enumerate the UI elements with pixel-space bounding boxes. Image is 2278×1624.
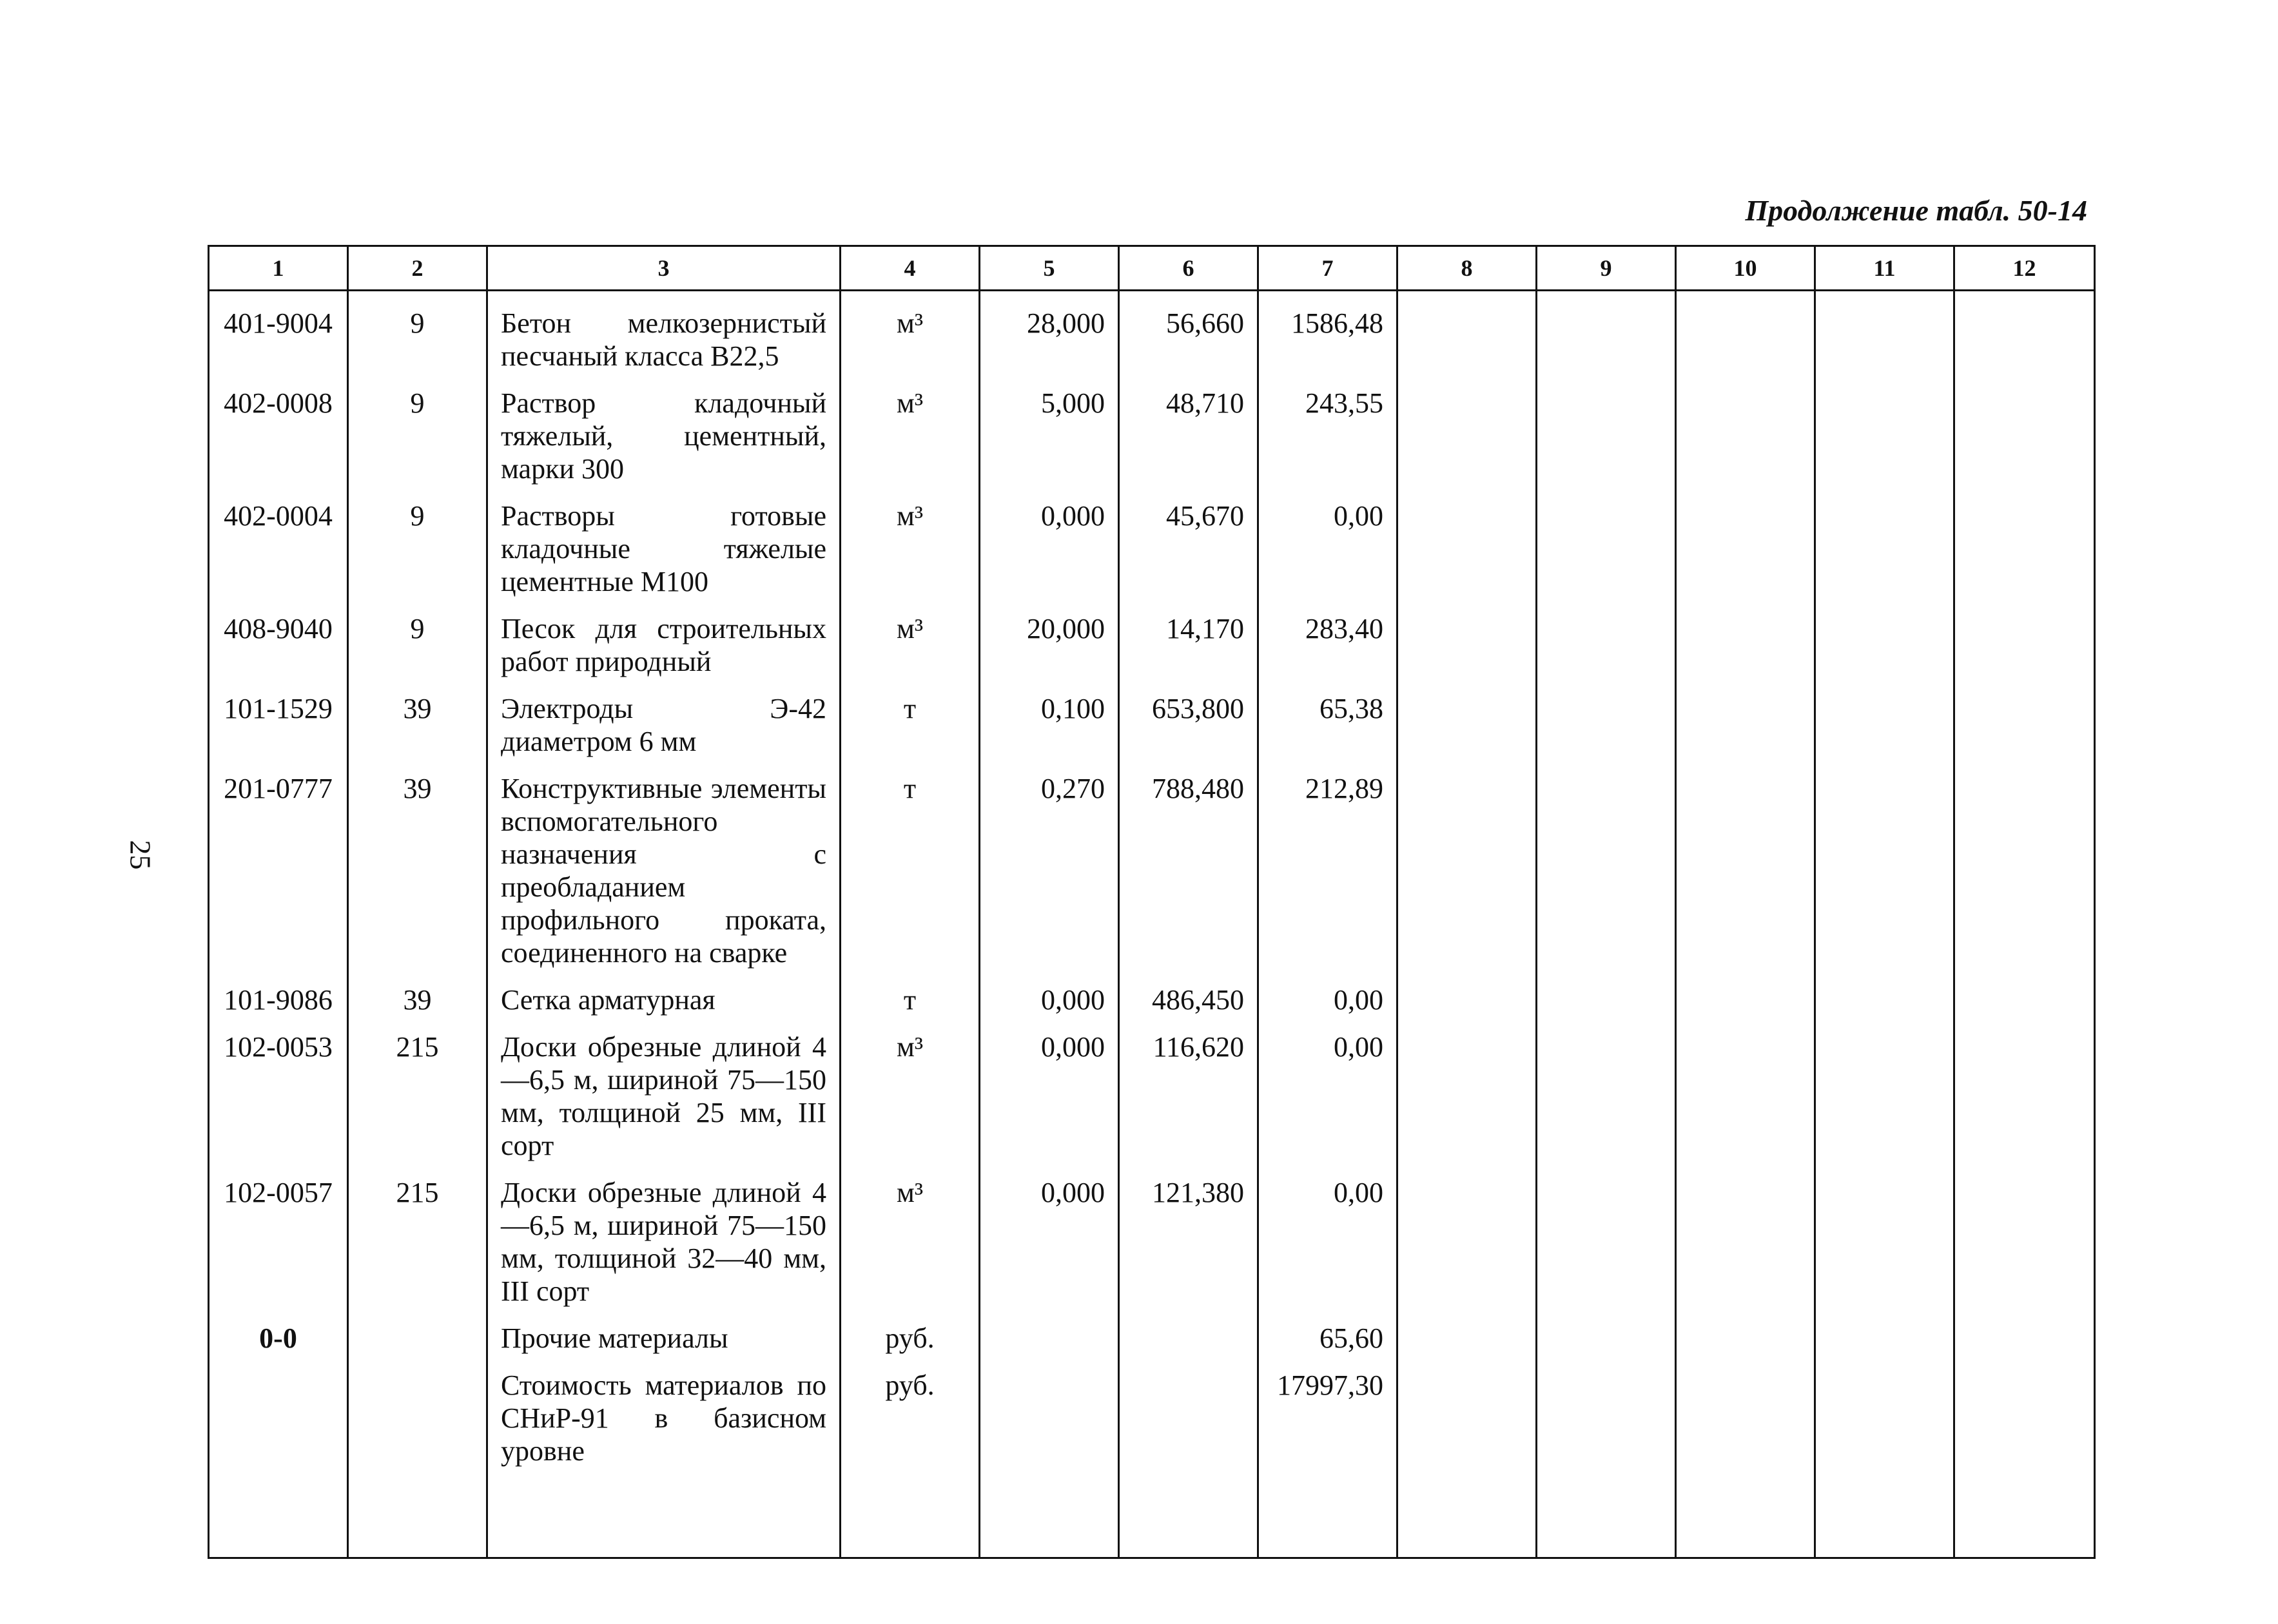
empty-cell [1397, 772, 1537, 983]
empty-cell [1954, 692, 2095, 772]
empty-cell [1537, 1482, 1676, 1558]
empty-cell [1397, 1369, 1537, 1482]
empty-cell [1537, 499, 1676, 612]
material-quantity [980, 1322, 1119, 1369]
material-quantity: 0,000 [980, 1176, 1119, 1322]
table-row [209, 387, 2095, 499]
empty-cell [1537, 1176, 1676, 1322]
material-price: 56,660 [1119, 291, 1258, 387]
material-price: 45,670 [1119, 499, 1258, 612]
table-row [209, 1176, 2095, 1322]
material-name: Доски обрезные длиной 4—6,5 м, шириной 75—150 мм, толщиной 25 мм, III сорт [487, 1030, 841, 1176]
empty-cell [1397, 1176, 1537, 1322]
empty-cell [1397, 499, 1537, 612]
empty-cell [1397, 692, 1537, 772]
material-price: 48,710 [1119, 387, 1258, 499]
material-unit: м³ [841, 1176, 980, 1322]
material-quantity [980, 1369, 1119, 1482]
empty-cell [1954, 612, 2095, 692]
empty-cell [1397, 1482, 1537, 1558]
page-number: 25 [124, 840, 157, 870]
material-code: 102-0057 [209, 1176, 348, 1322]
empty-cell [1815, 291, 1954, 387]
empty-cell [1537, 387, 1676, 499]
empty-cell [1537, 1322, 1676, 1369]
empty-cell [1815, 387, 1954, 499]
col-header-7: 7 [1258, 246, 1397, 291]
material-price: 486,450 [1119, 983, 1258, 1030]
material-name: Раствор кладочный тяжелый, цементный, марки 300 [487, 387, 841, 499]
table-row [209, 612, 2095, 692]
material-group: 9 [348, 499, 487, 612]
material-unit: м³ [841, 612, 980, 692]
material-code [209, 1369, 348, 1482]
empty-cell [487, 1482, 841, 1558]
empty-cell [1676, 1176, 1815, 1322]
material-price [1119, 1369, 1258, 1482]
material-group: 39 [348, 772, 487, 983]
table-caption: Продолжение табл. 50-14 [1745, 194, 2087, 227]
material-total: 65,38 [1258, 692, 1397, 772]
empty-cell [1954, 1322, 2095, 1369]
empty-cell [1397, 983, 1537, 1030]
table-header [209, 246, 2095, 291]
material-name: Доски обрезные длиной 4—6,5 м, шириной 75—150 мм, толщиной 32—40 мм, III сорт [487, 1176, 841, 1322]
empty-cell [1815, 772, 1954, 983]
table-row [209, 983, 2095, 1030]
empty-cell [1676, 1482, 1815, 1558]
material-quantity: 0,100 [980, 692, 1119, 772]
material-total: 243,55 [1258, 387, 1397, 499]
empty-cell [1954, 1482, 2095, 1558]
material-name: Сетка арматурная [487, 983, 841, 1030]
table-row [209, 1322, 2095, 1369]
material-total: 17997,30 [1258, 1369, 1397, 1482]
empty-cell [1815, 983, 1954, 1030]
material-name: Электроды Э-42 диаметром 6 мм [487, 692, 841, 772]
empty-cell [1815, 1482, 1954, 1558]
material-total: 0,00 [1258, 1176, 1397, 1322]
empty-cell [1676, 1030, 1815, 1176]
material-price: 14,170 [1119, 612, 1258, 692]
material-group: 215 [348, 1030, 487, 1176]
material-unit: т [841, 772, 980, 983]
table-row [209, 499, 2095, 612]
col-header-2: 2 [348, 246, 487, 291]
material-quantity: 5,000 [980, 387, 1119, 499]
material-name: Конструктивные элементы вспомогательного назначения с преобладанием профильного проката, соединенного на сварке [487, 772, 841, 983]
material-unit: руб. [841, 1322, 980, 1369]
material-name: Растворы готовые кладочные тяжелые цементные М100 [487, 499, 841, 612]
col-header-5: 5 [980, 246, 1119, 291]
empty-cell [1397, 612, 1537, 692]
empty-cell [1397, 1030, 1537, 1176]
empty-cell [1676, 499, 1815, 612]
empty-cell [1537, 1030, 1676, 1176]
col-header-11: 11 [1815, 246, 1954, 291]
material-unit: руб. [841, 1369, 980, 1482]
header-row [209, 246, 2095, 291]
col-header-4: 4 [841, 246, 980, 291]
material-price: 788,480 [1119, 772, 1258, 983]
empty-cell [1537, 983, 1676, 1030]
material-price [1119, 1322, 1258, 1369]
material-unit: м³ [841, 291, 980, 387]
material-total: 65,60 [1258, 1322, 1397, 1369]
empty-cell [1397, 291, 1537, 387]
table-row [209, 692, 2095, 772]
empty-cell [1954, 291, 2095, 387]
empty-cell [1537, 692, 1676, 772]
empty-cell [209, 1482, 348, 1558]
empty-cell [1954, 1176, 2095, 1322]
col-header-9: 9 [1537, 246, 1676, 291]
empty-cell [1954, 499, 2095, 612]
empty-cell [1954, 983, 2095, 1030]
empty-cell [1954, 1030, 2095, 1176]
material-group: 39 [348, 692, 487, 772]
material-group [348, 1369, 487, 1482]
empty-cell [1676, 291, 1815, 387]
material-unit: м³ [841, 387, 980, 499]
material-name: Стоимость материалов по СНиР-91 в базисном уровне [487, 1369, 841, 1482]
empty-cell [1815, 1030, 1954, 1176]
material-code: 101-9086 [209, 983, 348, 1030]
material-name: Бетон мелкозернистый песчаный класса В22,5 [487, 291, 841, 387]
material-total: 0,00 [1258, 1030, 1397, 1176]
material-name: Прочие материалы [487, 1322, 841, 1369]
material-total: 0,00 [1258, 499, 1397, 612]
material-total: 1586,48 [1258, 291, 1397, 387]
empty-cell [1815, 1322, 1954, 1369]
material-total: 212,89 [1258, 772, 1397, 983]
table-row [209, 1030, 2095, 1176]
material-code: 201-0777 [209, 772, 348, 983]
col-header-8: 8 [1397, 246, 1537, 291]
empty-cell [1815, 1176, 1954, 1322]
material-unit: м³ [841, 499, 980, 612]
material-code: 402-0004 [209, 499, 348, 612]
empty-cell [980, 1482, 1119, 1558]
empty-cell [1954, 772, 2095, 983]
col-header-6: 6 [1119, 246, 1258, 291]
empty-cell [1815, 612, 1954, 692]
material-group: 9 [348, 291, 487, 387]
empty-cell [1676, 387, 1815, 499]
table-row [209, 772, 2095, 983]
empty-cell [1815, 1369, 1954, 1482]
table-row [209, 291, 2095, 387]
material-total: 283,40 [1258, 612, 1397, 692]
material-price: 653,800 [1119, 692, 1258, 772]
empty-cell [1815, 692, 1954, 772]
material-unit: т [841, 983, 980, 1030]
material-total: 0,00 [1258, 983, 1397, 1030]
material-name: Песок для строительных работ природный [487, 612, 841, 692]
material-group: 9 [348, 387, 487, 499]
material-price: 116,620 [1119, 1030, 1258, 1176]
empty-cell [1258, 1482, 1397, 1558]
col-header-12: 12 [1954, 246, 2095, 291]
materials-table [208, 245, 2096, 1559]
material-group: 215 [348, 1176, 487, 1322]
col-header-3: 3 [487, 246, 841, 291]
material-quantity: 0,270 [980, 772, 1119, 983]
material-group: 39 [348, 983, 487, 1030]
material-quantity: 0,000 [980, 983, 1119, 1030]
col-header-10: 10 [1676, 246, 1815, 291]
empty-cell [1537, 1369, 1676, 1482]
col-header-1: 1 [209, 246, 348, 291]
material-price: 121,380 [1119, 1176, 1258, 1322]
material-quantity: 0,000 [980, 499, 1119, 612]
empty-cell [1676, 983, 1815, 1030]
empty-cell [1815, 499, 1954, 612]
empty-cell [1537, 291, 1676, 387]
material-quantity: 0,000 [980, 1030, 1119, 1176]
material-code: 0-0 [209, 1322, 348, 1369]
empty-cell [841, 1482, 980, 1558]
empty-cell [1537, 612, 1676, 692]
empty-cell [1676, 1322, 1815, 1369]
empty-cell [1676, 1369, 1815, 1482]
material-unit: т [841, 692, 980, 772]
material-quantity: 20,000 [980, 612, 1119, 692]
empty-cell [1676, 612, 1815, 692]
material-quantity: 28,000 [980, 291, 1119, 387]
empty-cell [1954, 1369, 2095, 1482]
table-row-filler [209, 1482, 2095, 1558]
table-row [209, 1369, 2095, 1482]
empty-cell [1537, 772, 1676, 983]
material-code: 101-1529 [209, 692, 348, 772]
material-group: 9 [348, 612, 487, 692]
material-code: 401-9004 [209, 291, 348, 387]
empty-cell [1397, 387, 1537, 499]
material-unit: м³ [841, 1030, 980, 1176]
material-code: 408-9040 [209, 612, 348, 692]
material-code: 102-0053 [209, 1030, 348, 1176]
material-code: 402-0008 [209, 387, 348, 499]
table-body [209, 291, 2095, 1558]
empty-cell [1397, 1322, 1537, 1369]
empty-cell [1119, 1482, 1258, 1558]
material-group [348, 1322, 487, 1369]
empty-cell [1676, 772, 1815, 983]
empty-cell [348, 1482, 487, 1558]
empty-cell [1676, 692, 1815, 772]
empty-cell [1954, 387, 2095, 499]
